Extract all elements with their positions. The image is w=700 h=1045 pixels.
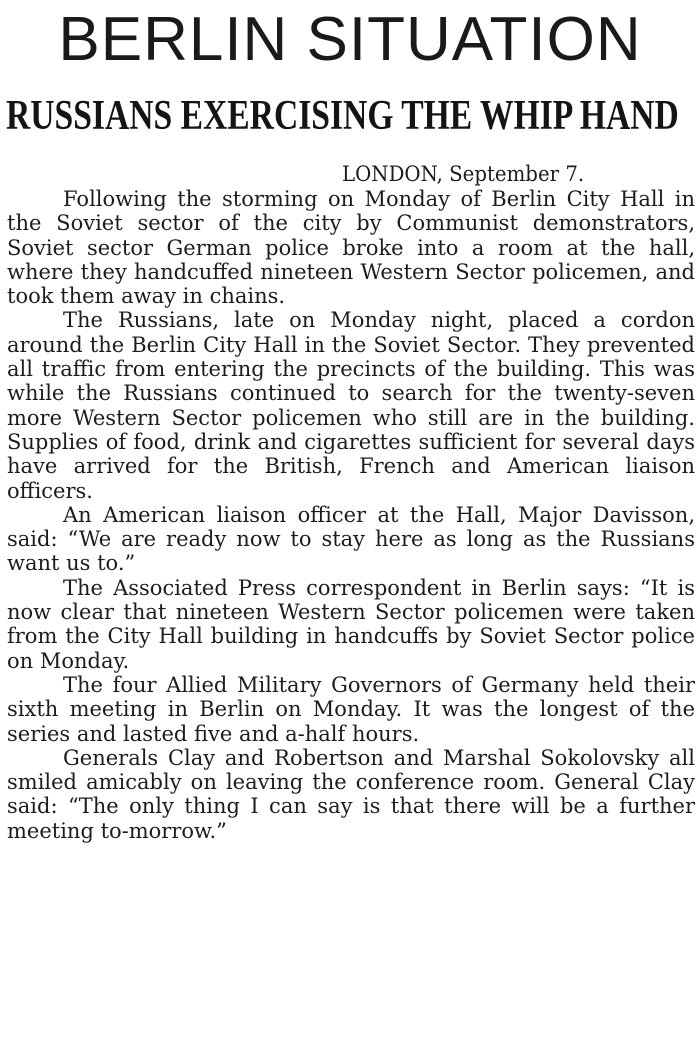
article-body bbox=[7, 187, 695, 843]
article-paragraph: Generals Clay and Robertson and Marshal Sokolovsky all smiled amicably on leaving the conference room. General Clay said: “The only thing I can say is that there will be a further meeting to-morrow.” bbox=[7, 745, 695, 843]
article-paragraph: The Russians, late on Monday night, placed a cordon around the Berlin City Hall in the Soviet Sector. They prevented all traffic from entering the precincts of the building. This was while the Russians continued to search for the twenty-seven more Western Sector policemen who still are in the building. Supplies of food, drink and cigarettes sufficient for several days have arrived for the British, French and American liaison officers. bbox=[7, 308, 695, 503]
subheadline: RUSSIANS EXERCISING THE WHIP HAND bbox=[6, 93, 679, 139]
article-paragraph: The four Allied Military Governors of Germany held their sixth meeting in Berlin on Monday. It was the longest of the series and lasted five and a-half hours. bbox=[7, 672, 695, 746]
headline: BERLIN SITUATION bbox=[58, 5, 642, 74]
article-paragraph: Following the storming on Monday of Berlin City Hall in the Soviet sector of the city by Communist demonstrators, Soviet sector German police broke into a room at the hall, where they handcuffed nineteen Western Sector policemen, and took them away in chains. bbox=[7, 187, 695, 309]
dateline: LONDON, September 7. bbox=[342, 162, 585, 186]
article-paragraph: An American liaison officer at the Hall, Major Davisson, said: “We are ready now to stay here as long as the Russians want us to.” bbox=[7, 502, 695, 576]
article-paragraph: The Associated Press correspondent in Berlin says: “It is now clear that nineteen Western Sector policemen were taken from the City Hall building in handcuffs by Soviet Sector police on Monday. bbox=[7, 575, 695, 673]
